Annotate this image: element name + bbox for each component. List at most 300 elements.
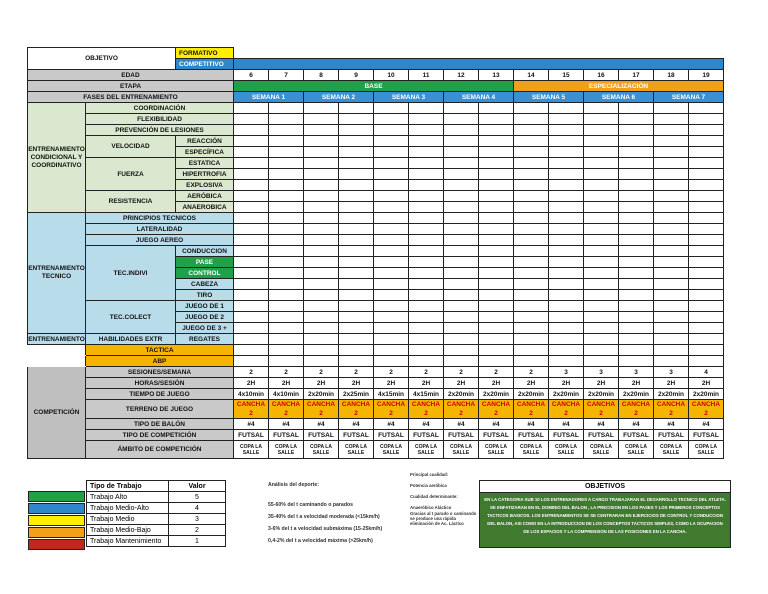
velocidad-label: VELOCIDAD [86,136,176,158]
grid-cell [339,224,374,235]
grid-cell [444,147,479,158]
comp-value [269,441,304,459]
grid-cell [234,235,269,246]
comp-value: 2x20min [584,389,619,400]
grid-cell [409,345,444,356]
grid-cell [269,147,304,158]
tec-indivi-label: TEC.INDIVI [86,246,176,301]
comp-value: 3 [584,367,619,378]
planning-sheet [27,47,724,459]
comp-value: 4 [689,367,724,378]
grid-cell [339,114,374,125]
comp-value [339,400,374,419]
grid-cell [514,169,549,180]
comp-value-bottom: SALLE [347,449,365,456]
grid-cell [619,246,654,257]
comp-value [584,400,619,419]
comp-value [304,441,339,459]
grid-cell [654,136,689,147]
grid-cell [269,191,304,202]
comp-value: 2H [269,378,304,389]
comp-value-top: COPA LA [695,443,717,450]
grid-cell [409,103,444,114]
grid-cell [304,334,339,345]
grid-cell [514,114,549,125]
comp-value-bottom: SALLE [627,449,645,456]
juego3-label: JUEGO DE 3 + [176,323,234,334]
comp-value [409,400,444,419]
grid-cell [444,213,479,224]
note-principal: Principal cualidad: [410,472,449,477]
formativo-label: FORMATIVO [176,48,234,59]
analysis-line-3: 3-6% del t a velocidad submáxima (15-25km/h) [268,526,383,532]
age-cell: 12 [444,70,479,81]
grid-cell [409,301,444,312]
age-cell: 11 [409,70,444,81]
semana-header: SEMANA 3 [374,92,444,103]
comp-value-bottom: SALLE [522,449,540,456]
comp-value: FUTSAL [409,430,444,441]
grid-cell [304,202,339,213]
tactica-label: TACTICA [86,345,234,356]
comp-value: 3 [654,367,689,378]
legend-color-swatch [28,527,85,538]
comp-value: #4 [584,419,619,430]
grid-cell [619,202,654,213]
comp-row-label: TIPO DE COMPETICIÓN [86,430,234,441]
comp-value-bottom: 2 [494,410,498,417]
grid-cell [409,257,444,268]
grid-cell [584,279,619,290]
grid-cell [304,147,339,158]
legend-color-swatch [28,491,85,502]
grid-cell [619,323,654,334]
grid-cell [549,213,584,224]
comp-value-top: CANCHA [446,401,476,408]
grid-cell [514,235,549,246]
grid-cell [374,202,409,213]
comp-value-bottom: SALLE [382,449,400,456]
grid-cell [304,169,339,180]
grid-cell [444,191,479,202]
grid-cell [584,191,619,202]
grid-cell [269,312,304,323]
grid-cell [479,257,514,268]
grid-cell [514,180,549,191]
comp-value-bottom: 2 [319,410,323,417]
grid-cell [269,290,304,301]
grid-cell [444,136,479,147]
grid-cell [549,356,584,367]
grid-cell [304,312,339,323]
grid-cell [479,114,514,125]
grid-cell [234,312,269,323]
comp-value: FUTSAL [514,430,549,441]
comp-value-bottom: SALLE [242,449,260,456]
grid-cell [444,301,479,312]
comp-value: 2 [374,367,409,378]
grid-cell [409,147,444,158]
grid-cell [584,180,619,191]
age-cell: 7 [269,70,304,81]
comp-value-top: COPA LA [555,443,577,450]
grid-cell [549,257,584,268]
comp-value-top: CANCHA [691,401,721,408]
comp-value-bottom: SALLE [592,449,610,456]
grid-cell [514,103,549,114]
grid-cell [234,147,269,158]
comp-value-bottom: SALLE [557,449,575,456]
section-entrenamiento: ENTRENAMIENTO [28,335,85,343]
grid-cell [514,136,549,147]
grid-cell [269,323,304,334]
grid-cell [584,125,619,136]
grid-cell [269,169,304,180]
grid-cell [619,356,654,367]
grid-cell [479,191,514,202]
hipertrofia-label: HIPERTROFIA [176,169,234,180]
comp-value [234,441,269,459]
legend-value: 2 [169,525,226,536]
grid-cell [374,136,409,147]
grid-cell [514,147,549,158]
comp-value-top: COPA LA [520,443,542,450]
grid-cell [304,114,339,125]
control-label: CONTROL [176,268,234,279]
grid-cell [619,235,654,246]
age-cell: 16 [584,70,619,81]
grid-cell [374,312,409,323]
comp-value-top: CANCHA [341,401,371,408]
grid-cell [479,356,514,367]
grid-cell [304,290,339,301]
grid-cell [514,334,549,345]
estatica-label: ESTATICA [176,158,234,169]
comp-value: 2H [409,378,444,389]
grid-cell [304,246,339,257]
grid-cell [479,224,514,235]
comp-value: 2H [374,378,409,389]
grid-cell [409,290,444,301]
comp-value-top: CANCHA [586,401,616,408]
objetivos-text: EN LA CATEGORIA SUB 10 LOS ENTRENADORES A CARGO TRABAJARAN EL DESARROLLO TECNICO DEL ATLETA. SE ENFATIZARAN EN EL DOMINIO DEL BALON , LA PRECISION EN LOS PASES Y LOS PRIMEROS CONCEPTOS TACTICOS BASICOS. LOS ENTRENAMIENTOS SE SE CENTRARAN EN EJERCICIOS DE CONTROL Y CONDUCCION DEL BALON, ASI COMO EN LA INTRODUCCION DE LOS CONCEPTOS TACTICOS SIMPLES, COMO LA OCUPACION DE LOS ESPACIOS Y LA COMPRENSION DE LAS POSICIONES EN LA CANCHA. [480,493,730,547]
grid-cell [444,125,479,136]
objetivos-box [479,480,731,548]
comp-row-label: TIPO DE BALÓN [86,419,234,430]
grid-cell [304,257,339,268]
grid-cell [444,356,479,367]
blank-cell [28,345,86,356]
grid-cell [479,235,514,246]
grid-cell [584,246,619,257]
grid-cell [549,334,584,345]
tiro-label: TIRO [176,290,234,301]
grid-cell [689,301,724,312]
comp-value: FUTSAL [374,430,409,441]
grid-cell [269,213,304,224]
grid-cell [514,290,549,301]
comp-value-top: COPA LA [625,443,647,450]
comp-value [619,441,654,459]
grid-cell [479,103,514,114]
comp-value-bottom: 2 [284,410,288,417]
comp-value: 2H [479,378,514,389]
grid-cell [584,103,619,114]
age-cell: 19 [689,70,724,81]
grid-cell [234,345,269,356]
comp-value [304,400,339,419]
grid-cell [269,268,304,279]
flexibilidad-label: FLEXIBILIDAD [86,114,234,125]
grid-cell [374,323,409,334]
comp-value-bottom: SALLE [697,449,715,456]
grid-cell [549,114,584,125]
grid-cell [549,136,584,147]
grid-cell [619,213,654,224]
grid-cell [269,114,304,125]
grid-cell [689,334,724,345]
pase-label: PASE [176,257,234,268]
comp-value: #4 [689,419,724,430]
grid-cell [549,180,584,191]
grid-cell [584,290,619,301]
grid-cell [584,224,619,235]
grid-cell [584,268,619,279]
comp-value [654,441,689,459]
comp-value [444,400,479,419]
grid-cell [269,158,304,169]
grid-cell [689,312,724,323]
grid-cell [339,180,374,191]
aerobica-label: AERÓBICA [176,191,234,202]
comp-value [514,441,549,459]
grid-cell [584,202,619,213]
grid-cell [234,257,269,268]
note-determinante: Cualidad determinante: [410,494,458,499]
grid-cell [619,290,654,301]
lateralidad-label: LATERALIDAD [86,224,234,235]
grid-cell [304,301,339,312]
comp-value-bottom: 2 [564,410,568,417]
comp-value: 2x20min [689,389,724,400]
comp-value: 2x20min [479,389,514,400]
conduccion-label: CONDUCCION [176,246,234,257]
legend-label: Trabajo Medio-Bajo [87,525,169,536]
comp-value: #4 [479,419,514,430]
coordinacion-label: COORDINACIÓN [86,103,234,114]
grid-cell [689,114,724,125]
grid-cell [689,345,724,356]
semana-header: SEMANA 7 [654,92,724,103]
grid-cell [619,312,654,323]
comp-value: 2H [654,378,689,389]
comp-value: 2H [549,378,584,389]
comp-value [444,441,479,459]
grid-cell [444,312,479,323]
grid-cell [479,158,514,169]
grid-cell [514,279,549,290]
grid-cell [339,334,374,345]
comp-value: 2H [234,378,269,389]
grid-cell [374,224,409,235]
note-lactico: Gracias al t parado o caminando se produce una rápida eliminación de Ac. Láctico [410,511,477,526]
grid-cell [304,136,339,147]
grid-cell [514,191,549,202]
competitivo-bar [234,59,724,70]
grid-cell [689,136,724,147]
grid-cell [234,202,269,213]
comp-value: FUTSAL [479,430,514,441]
comp-value: 2 [409,367,444,378]
comp-value: 2H [689,378,724,389]
grid-cell [339,257,374,268]
grid-cell [514,202,549,213]
comp-row-label: ÁMBITO DE COMPETICIÓN [86,441,234,459]
grid-cell [339,356,374,367]
reaccion-label: REACCIÓN [176,136,234,147]
grid-cell [234,301,269,312]
etapa-base: BASE [234,81,514,92]
comp-value: #4 [304,419,339,430]
grid-cell [654,158,689,169]
comp-value: 2 [234,367,269,378]
grid-cell [409,191,444,202]
grid-cell [549,158,584,169]
grid-cell [304,235,339,246]
resistencia-label: RESISTENCIA [86,191,176,213]
grid-cell [479,268,514,279]
comp-value: #4 [619,419,654,430]
grid-cell [269,103,304,114]
grid-cell [514,257,549,268]
grid-cell [654,169,689,180]
competitivo-label: COMPETITIVO [176,59,234,70]
comp-value-bottom: 2 [634,410,638,417]
comp-value-top: CANCHA [551,401,581,408]
legend-label: Trabajo Alto [87,492,169,503]
juego-aereo-label: JUEGO AEREO [86,235,234,246]
legend-value: 5 [169,492,226,503]
comp-value-top: CANCHA [376,401,406,408]
legend-label: Trabajo Medio [87,514,169,525]
grid-cell [549,345,584,356]
grid-cell [619,345,654,356]
grid-cell [479,213,514,224]
grid-cell [654,191,689,202]
comp-value: 2H [584,378,619,389]
analysis-line-1: 55-60% del t caminando o parados [268,502,354,508]
grid-cell [374,334,409,345]
grid-cell [409,235,444,246]
comp-value-bottom: SALLE [452,449,470,456]
grid-cell [304,180,339,191]
section-condicional: ENTRENAMIENTO CONDICIONAL Y COORDINATIVO [28,103,86,213]
section-tecnico: ENTRENAMIENTO TECNICO [28,213,86,334]
grid-cell [549,312,584,323]
comp-value-bottom: 2 [669,410,673,417]
grid-cell [479,312,514,323]
grid-cell [339,290,374,301]
grid-cell [654,114,689,125]
comp-value [584,441,619,459]
comp-value: 4x10min [269,389,304,400]
comp-value [479,400,514,419]
grid-cell [409,213,444,224]
legend-value: 3 [169,514,226,525]
grid-cell [374,114,409,125]
grid-cell [689,257,724,268]
grid-cell [339,202,374,213]
grid-cell [444,290,479,301]
grid-cell [234,114,269,125]
grid-cell [444,246,479,257]
grid-cell [409,268,444,279]
grid-cell [269,345,304,356]
grid-cell [479,136,514,147]
comp-value: #4 [444,419,479,430]
grid-cell [514,158,549,169]
comp-value: 2x25min [339,389,374,400]
comp-value-bottom: 2 [249,410,253,417]
grid-cell [234,103,269,114]
grid-cell [444,169,479,180]
grid-cell [444,257,479,268]
anaerobica-label: ANAEROBICA [176,202,234,213]
comp-value-bottom: 2 [459,410,463,417]
grid-cell [654,103,689,114]
grid-cell [339,125,374,136]
comp-value-bottom: SALLE [417,449,435,456]
comp-value: 4x15min [409,389,444,400]
grid-cell [479,334,514,345]
comp-value-top: COPA LA [415,443,437,450]
comp-value: FUTSAL [269,430,304,441]
grid-cell [304,323,339,334]
habilidades-label: HABILIDADES EXTR [86,334,176,345]
grid-cell [654,345,689,356]
age-cell: 17 [619,70,654,81]
grid-cell [654,235,689,246]
grid-cell [339,158,374,169]
note-potencia: Potencia aeróbica [410,483,447,488]
grid-cell [689,213,724,224]
comp-value-top: COPA LA [485,443,507,450]
grid-cell [619,268,654,279]
comp-value: 2 [479,367,514,378]
grid-cell [479,125,514,136]
comp-value-top: CANCHA [236,401,266,408]
grid-cell [234,224,269,235]
analysis-title: Análisis del deporte: [268,482,320,488]
grid-cell [374,301,409,312]
edad-label: EDAD [28,70,234,81]
grid-cell [269,202,304,213]
comp-value: 2x20min [304,389,339,400]
grid-cell [479,180,514,191]
grid-cell [409,312,444,323]
grid-cell [619,191,654,202]
grid-cell [479,147,514,158]
grid-cell [409,279,444,290]
comp-value [479,441,514,459]
comp-value [689,441,724,459]
grid-cell [479,290,514,301]
comp-value: 2 [304,367,339,378]
grid-cell [339,246,374,257]
grid-cell [689,103,724,114]
grid-cell [304,191,339,202]
grid-cell [654,290,689,301]
